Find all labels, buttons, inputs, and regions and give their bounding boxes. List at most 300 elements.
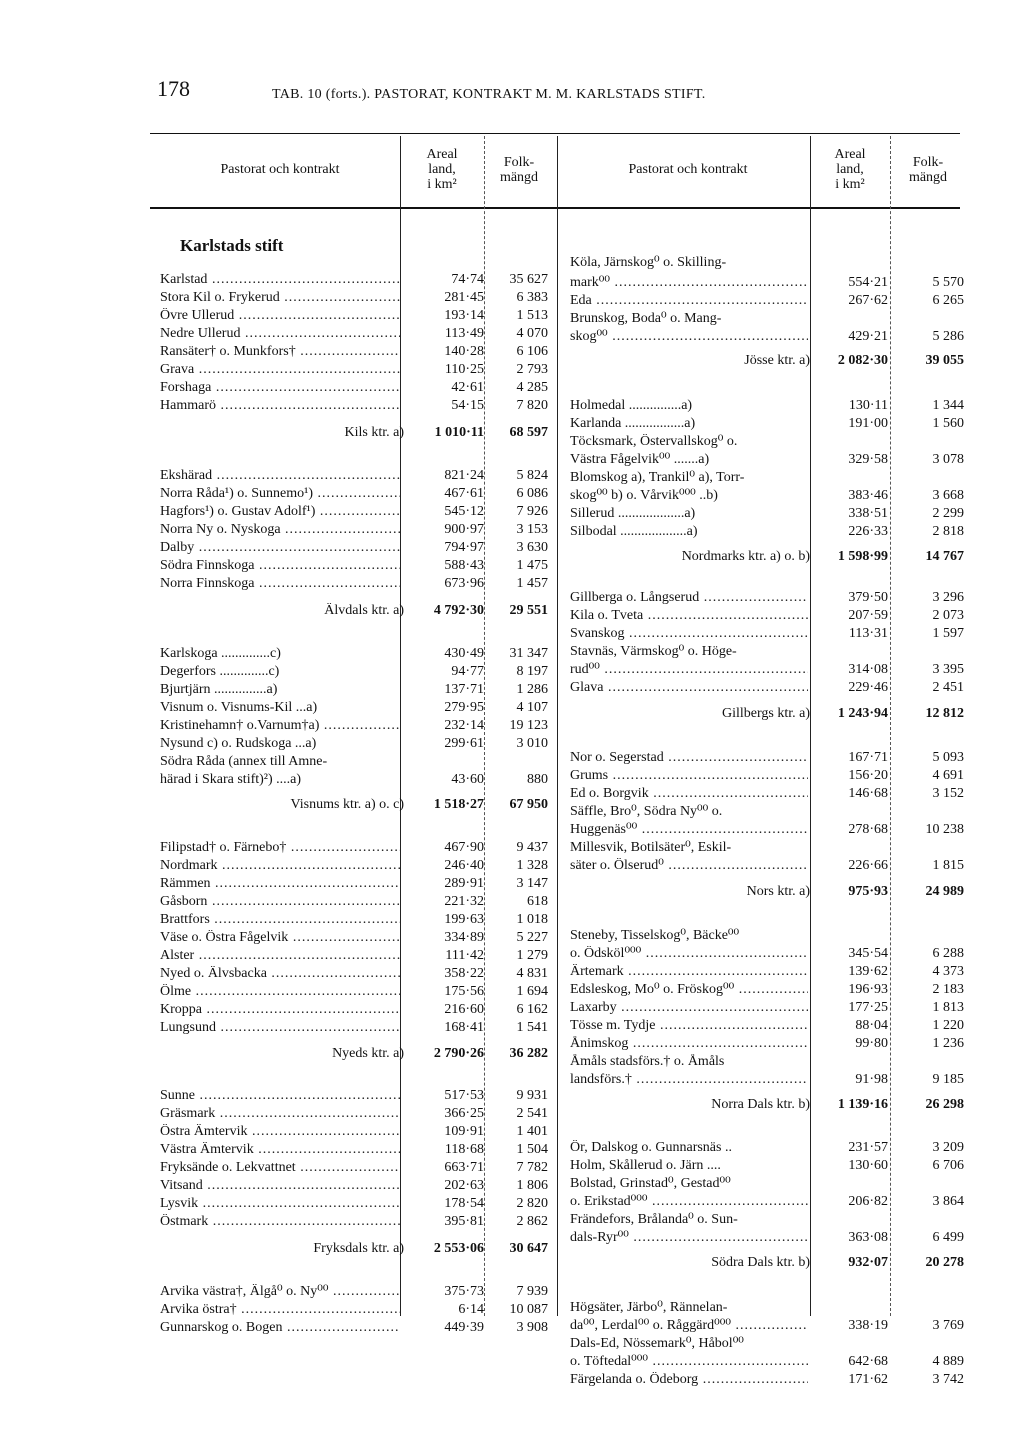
area-value: 429·21 <box>848 329 888 344</box>
area-value: 900·97 <box>444 522 484 537</box>
population-value: 2 451 <box>932 680 964 695</box>
area-value: 118·68 <box>444 1142 484 1157</box>
pastorat-name: Ånimskog ..... <box>570 1036 808 1052</box>
pastorat-name: Norra Finnskoga ..... <box>160 576 400 592</box>
population-value: 3 010 <box>516 736 548 751</box>
pastorat-name: Degerfors ..............c) <box>160 664 280 679</box>
pastorat-name: Övre Ullerud ..... <box>160 308 400 324</box>
header-top-rule <box>150 133 960 134</box>
population-value: 3 209 <box>932 1140 964 1155</box>
pastorat-name: dals-Ryr⁰⁰ ..... <box>570 1230 808 1246</box>
population-value: 4 373 <box>932 964 964 979</box>
pastorat-name: Steneby, Tisselskog⁰, Bäcke⁰⁰ <box>570 928 740 943</box>
population-value: 7 939 <box>516 1284 548 1299</box>
area-value: 54·15 <box>451 398 484 413</box>
pastorat-name: Östra Ämtervik ..... <box>160 1124 400 1140</box>
population-value: 3 152 <box>932 786 964 801</box>
area-value: 88·04 <box>855 1018 888 1033</box>
pastorat-name: Holmedal ...............a) <box>570 398 693 413</box>
pastorat-name: Åmåls stadsförs.† o. Åmåls <box>570 1054 725 1069</box>
pastorat-name: Ärtemark ..... <box>570 964 808 980</box>
population-value: 6 106 <box>516 344 548 359</box>
area-value: 2 082·30 <box>837 353 888 368</box>
population-value: 2 793 <box>516 362 548 377</box>
population-value: 9 931 <box>516 1088 548 1103</box>
area-value: 467·61 <box>444 486 484 501</box>
area-value: 221·32 <box>444 894 484 909</box>
pastorat-name: Dals-Ed, Nössemark⁰, Håbol⁰⁰ <box>570 1336 744 1351</box>
population-value: 1 401 <box>516 1124 548 1139</box>
pastorat-name: Karlskoga ..............c) <box>160 646 281 661</box>
pastorat-name: o. Töftedal⁰⁰⁰ ..... <box>570 1354 808 1370</box>
pastorat-name: Ransäter† o. Munkfors† ..... <box>160 344 400 360</box>
area-value: 642·68 <box>848 1354 888 1369</box>
pastorat-name: Ölme ..... <box>160 984 400 1000</box>
pastorat-name: mark⁰⁰ ..... <box>570 275 808 291</box>
area-value: 91·98 <box>855 1072 888 1087</box>
population-value: 4 831 <box>516 966 548 981</box>
area-value: 167·71 <box>848 750 888 765</box>
pastorat-name: Töcksmark, Östervallskog⁰ o. <box>570 434 738 449</box>
pastorat-name: Gåsborn ..... <box>160 894 400 910</box>
left-area-header-l1: Areal <box>426 147 458 162</box>
pastorat-name: Eda ..... <box>570 293 808 309</box>
right-area-header <box>810 147 890 192</box>
population-value: 5 093 <box>932 750 964 765</box>
pastorat-name: o. Erikstad⁰⁰⁰ ..... <box>570 1194 808 1210</box>
pastorat-name: Sillerud ...................a) <box>570 506 696 521</box>
pastorat-name: Arvika västra†, Älgå⁰ o. Ny⁰⁰ ..... <box>160 1284 400 1300</box>
population-value: 3 153 <box>516 522 548 537</box>
left-area-header-l3: i km² <box>427 177 457 192</box>
area-value: 1 598·99 <box>837 549 888 564</box>
area-value: 975·93 <box>848 884 888 899</box>
population-value: 1 815 <box>932 858 964 873</box>
pastorat-name: Norra Ny o. Nyskoga ..... <box>160 522 400 538</box>
area-value: 545·12 <box>444 504 484 519</box>
population-value: 6 706 <box>932 1158 964 1173</box>
pastorat-name: Alster ..... <box>160 948 400 964</box>
pastorat-name: Huggenäs⁰⁰ ..... <box>570 822 808 838</box>
population-value: 1 560 <box>932 416 964 431</box>
pastorat-name: Säffle, Bro⁰, Södra Ny⁰⁰ o. <box>570 804 723 819</box>
area-value: 334·89 <box>444 930 484 945</box>
population-value: 2 820 <box>516 1196 548 1211</box>
pastorat-name: Sunne ..... <box>160 1088 400 1104</box>
population-value: 4 070 <box>516 326 548 341</box>
pastorat-name: Svanskog ..... <box>570 626 808 642</box>
pastorat-name: Södra Finnskoga ..... <box>160 558 400 574</box>
population-value: 1 457 <box>516 576 548 591</box>
area-value: 111·42 <box>445 948 484 963</box>
pastorat-name: Nedre Ullerud ..... <box>160 326 400 342</box>
population-value: 2 299 <box>932 506 964 521</box>
population-value: 8 197 <box>516 664 548 679</box>
population-value: 6 265 <box>932 293 964 308</box>
pastorat-name: Färgelanda o. Ödeborg ..... <box>570 1372 808 1388</box>
right-pop-header-l2: mängd <box>908 170 948 185</box>
population-value: 39 055 <box>925 353 964 368</box>
area-value: 314·08 <box>848 662 888 677</box>
population-value: 6 383 <box>516 290 548 305</box>
population-value: 3 769 <box>932 1318 964 1333</box>
population-value: 67 950 <box>509 797 548 812</box>
area-value: 6·14 <box>458 1302 484 1317</box>
population-value: 20 278 <box>925 1255 964 1270</box>
right-pop-header-l1: Folk- <box>912 155 944 170</box>
pastorat-name: Brattfors ..... <box>160 912 400 928</box>
population-value: 19 123 <box>509 718 548 733</box>
pastorat-name: Nor o. Segerstad ..... <box>570 750 808 766</box>
population-value: 9 437 <box>516 840 548 855</box>
area-value: 338·19 <box>848 1318 888 1333</box>
population-value: 5 824 <box>516 468 548 483</box>
area-value: 363·08 <box>848 1230 888 1245</box>
divider-center <box>557 136 558 1316</box>
area-value: 216·60 <box>444 1002 484 1017</box>
area-value: 43·60 <box>451 772 484 787</box>
population-value: 12 812 <box>925 706 964 721</box>
area-value: 821·24 <box>444 468 484 483</box>
population-value: 3 395 <box>932 662 964 677</box>
area-value: 206·82 <box>848 1194 888 1209</box>
area-value: 278·68 <box>848 822 888 837</box>
kontrakt-name: Kils ktr. a) <box>344 425 404 440</box>
population-value: 6 086 <box>516 486 548 501</box>
pastorat-name: Nordmark ..... <box>160 858 400 874</box>
pastorat-name: Västra Ämtervik ..... <box>160 1142 400 1158</box>
pastorat-name: Edsleskog, Mo⁰ o. Fröskog⁰⁰ ..... <box>570 982 808 998</box>
population-value: 2 862 <box>516 1214 548 1229</box>
area-value: 94·77 <box>451 664 484 679</box>
pastorat-name: Visnum o. Visnums-Kil ...a) <box>160 700 318 715</box>
kontrakt-name: Fryksdals ktr. a) <box>313 1241 404 1256</box>
pastorat-name: Stora Kil o. Frykerud ..... <box>160 290 400 306</box>
area-value: 177·25 <box>848 1000 888 1015</box>
population-value: 7 820 <box>516 398 548 413</box>
pastorat-name: Norra Råda¹) o. Sunnemo¹) ..... <box>160 486 400 502</box>
pastorat-name: Hagfors¹) o. Gustav Adolf¹) ..... <box>160 504 400 520</box>
kontrakt-name: Nyeds ktr. a) <box>332 1046 404 1061</box>
pastorat-name: Södra Råda (annex till Amne- <box>160 754 328 769</box>
population-value: 9 185 <box>932 1072 964 1087</box>
pastorat-name: da⁰⁰, Lerdal⁰⁰ o. Råggärd⁰⁰⁰ ..... <box>570 1318 808 1334</box>
pastorat-name: skog⁰⁰ b) o. Vårvik⁰⁰⁰ ..b) <box>570 488 718 503</box>
area-value: 199·63 <box>444 912 484 927</box>
population-value: 1 806 <box>516 1178 548 1193</box>
pastorat-name: Hammarö ..... <box>160 398 400 414</box>
area-value: 395·81 <box>444 1214 484 1229</box>
divider-left-name-area <box>400 136 401 1316</box>
area-value: 191·00 <box>848 416 888 431</box>
pastorat-name: Karlanda .................a) <box>570 416 696 431</box>
pastorat-name: Millesvik, Botilsäter⁰, Eskil- <box>570 840 732 855</box>
population-value: 1 513 <box>516 308 548 323</box>
pastorat-name: Kila o. Tveta ..... <box>570 608 808 624</box>
pastorat-name: Laxarby ..... <box>570 1000 808 1016</box>
area-value: 2 790·26 <box>433 1046 484 1061</box>
area-value: 1 518·27 <box>433 797 484 812</box>
population-value: 14 767 <box>925 549 964 564</box>
pastorat-name: Västra Fågelvik⁰⁰ .......a) <box>570 452 710 467</box>
kontrakt-name: Jösse ktr. a) <box>744 353 810 368</box>
pastorat-name: Karlstad ..... <box>160 272 400 288</box>
pastorat-name: Köla, Järnskog⁰ o. Skilling- <box>570 255 727 270</box>
pastorat-name: Brunskog, Boda⁰ o. Mang- <box>570 311 722 326</box>
population-value: 4 285 <box>516 380 548 395</box>
area-value: 2 553·06 <box>433 1241 484 1256</box>
population-value: 29 551 <box>509 603 548 618</box>
population-value: 5 227 <box>516 930 548 945</box>
pastorat-name: Ekshärad ..... <box>160 468 400 484</box>
pastorat-name: landsförs.† ..... <box>570 1072 808 1088</box>
area-value: 171·62 <box>848 1372 888 1387</box>
population-value: 24 989 <box>925 884 964 899</box>
area-value: 299·61 <box>444 736 484 751</box>
population-value: 31 347 <box>509 646 548 661</box>
population-value: 1 279 <box>516 948 548 963</box>
kontrakt-name: Norra Dals ktr. b) <box>711 1097 810 1112</box>
population-value: 6 162 <box>516 1002 548 1017</box>
pastorat-name: Grums ..... <box>570 768 808 784</box>
right-pop-header <box>892 155 964 185</box>
pastorat-name: Forshaga ..... <box>160 380 400 396</box>
pastorat-name: Gunnarskog o. Bogen ..... <box>160 1320 400 1336</box>
pastorat-name: o. Ödsköl⁰⁰⁰ ..... <box>570 946 808 962</box>
right-area-header-l3: i km² <box>835 177 865 192</box>
area-value: 207·59 <box>848 608 888 623</box>
area-value: 226·66 <box>848 858 888 873</box>
area-value: 231·57 <box>848 1140 888 1155</box>
header-bottom-rule <box>150 207 960 209</box>
population-value: 880 <box>527 772 548 787</box>
population-value: 2 073 <box>932 608 964 623</box>
area-value: 232·14 <box>444 718 484 733</box>
area-value: 193·14 <box>444 308 484 323</box>
pastorat-name: Grava ..... <box>160 362 400 378</box>
population-value: 1 236 <box>932 1036 964 1051</box>
area-value: 140·28 <box>444 344 484 359</box>
divider-right-name-area <box>810 136 811 1316</box>
population-value: 1 597 <box>932 626 964 641</box>
population-value: 4 107 <box>516 700 548 715</box>
left-name-header: Pastorat och kontrakt <box>220 162 340 177</box>
population-value: 10 238 <box>925 822 964 837</box>
left-pop-header-l2: mängd <box>499 170 539 185</box>
population-value: 10 087 <box>509 1302 548 1317</box>
pastorat-name: Filipstad† o. Färnebo† ..... <box>160 840 400 856</box>
area-value: 673·96 <box>444 576 484 591</box>
area-value: 246·40 <box>444 858 484 873</box>
pastorat-name: härad i Skara stift)²) ....a) <box>160 772 302 787</box>
area-value: 289·91 <box>444 876 484 891</box>
pastorat-name: Nyed o. Älvsbacka ..... <box>160 966 400 982</box>
area-value: 329·58 <box>848 452 888 467</box>
area-value: 383·46 <box>848 488 888 503</box>
area-value: 196·93 <box>848 982 888 997</box>
population-value: 1 344 <box>932 398 964 413</box>
area-value: 430·49 <box>444 646 484 661</box>
area-value: 932·07 <box>848 1255 888 1270</box>
area-value: 113·49 <box>444 326 484 341</box>
population-value: 6 499 <box>932 1230 964 1245</box>
population-value: 68 597 <box>509 425 548 440</box>
area-value: 99·80 <box>855 1036 888 1051</box>
pastorat-name: Bjurtjärn ...............a) <box>160 682 278 697</box>
population-value: 5 570 <box>932 275 964 290</box>
right-area-header-l1: Areal <box>834 147 866 162</box>
area-value: 588·43 <box>444 558 484 573</box>
population-value: 1 504 <box>516 1142 548 1157</box>
area-value: 338·51 <box>848 506 888 521</box>
area-value: 4 792·30 <box>433 603 484 618</box>
pastorat-name: Fryksände o. Lekvattnet ..... <box>160 1160 400 1176</box>
pastorat-name: Rämmen ..... <box>160 876 400 892</box>
pastorat-name: Nysund c) o. Rudskoga ...a) <box>160 736 317 751</box>
area-value: 156·20 <box>848 768 888 783</box>
area-value: 113·31 <box>848 626 888 641</box>
left-area-header-l2: land, <box>428 162 456 177</box>
pastorat-name: Glava ..... <box>570 680 808 696</box>
population-value: 35 627 <box>509 272 548 287</box>
area-value: 554·21 <box>848 275 888 290</box>
pastorat-name: Kroppa ..... <box>160 1002 400 1018</box>
area-value: 467·90 <box>444 840 484 855</box>
population-value: 618 <box>527 894 548 909</box>
kontrakt-name: Gillbergs ktr. a) <box>721 706 810 721</box>
population-value: 2 183 <box>932 982 964 997</box>
population-value: 3 630 <box>516 540 548 555</box>
population-value: 3 908 <box>516 1320 548 1335</box>
area-value: 130·11 <box>848 398 888 413</box>
pastorat-name: säter o. Ölserud⁰ ..... <box>570 858 808 874</box>
area-value: 42·61 <box>451 380 484 395</box>
kontrakt-name: Nordmarks ktr. a) o. b) <box>681 549 810 564</box>
area-value: 74·74 <box>451 272 484 287</box>
pastorat-name: Ör, Dalskog o. Gunnarsnäs .. <box>570 1140 732 1155</box>
pastorat-name: Frändefors, Brålanda⁰ o. Sun- <box>570 1212 738 1227</box>
population-value: 7 782 <box>516 1160 548 1175</box>
population-value: 30 647 <box>509 1241 548 1256</box>
left-area-header <box>402 147 482 192</box>
population-value: 2 541 <box>516 1106 548 1121</box>
pastorat-name: Arvika östra† ..... <box>160 1302 400 1318</box>
population-value: 1 286 <box>516 682 548 697</box>
pastorat-name: Kristinehamn† o.Varnum†a) ..... <box>160 718 400 734</box>
right-name-header: Pastorat och kontrakt <box>628 162 748 177</box>
area-value: 358·22 <box>444 966 484 981</box>
population-value: 1 220 <box>932 1018 964 1033</box>
pastorat-name: Gillberga o. Långserud ..... <box>570 590 808 606</box>
population-value: 3 864 <box>932 1194 964 1209</box>
area-value: 178·54 <box>444 1196 484 1211</box>
population-value: 1 475 <box>516 558 548 573</box>
pastorat-name: Högsäter, Järbo⁰, Rännelan- <box>570 1300 728 1315</box>
area-value: 109·91 <box>444 1124 484 1139</box>
pastorat-name: Gräsmark ..... <box>160 1106 400 1122</box>
area-value: 202·63 <box>444 1178 484 1193</box>
area-value: 794·97 <box>444 540 484 555</box>
population-value: 1 328 <box>516 858 548 873</box>
population-value: 1 813 <box>932 1000 964 1015</box>
left-pop-header-l1: Folk- <box>503 155 535 170</box>
area-value: 1 243·94 <box>837 706 888 721</box>
left-pop-header <box>484 155 554 185</box>
area-value: 168·41 <box>444 1020 484 1035</box>
population-value: 4 889 <box>932 1354 964 1369</box>
pastorat-name: Silbodal ...................a) <box>570 524 698 539</box>
pastorat-name: Ed o. Borgvik ..... <box>570 786 808 802</box>
kontrakt-name: Älvdals ktr. a) <box>324 603 404 618</box>
divider-right-area-pop <box>890 136 891 1316</box>
area-value: 130·60 <box>848 1158 888 1173</box>
population-value: 26 298 <box>925 1097 964 1112</box>
area-value: 375·73 <box>444 1284 484 1299</box>
population-value: 3 078 <box>932 452 964 467</box>
area-value: 379·50 <box>848 590 888 605</box>
population-value: 3 742 <box>932 1372 964 1387</box>
area-value: 146·68 <box>848 786 888 801</box>
pastorat-name: Stavnäs, Värmskog⁰ o. Höge- <box>570 644 737 659</box>
population-value: 2 818 <box>932 524 964 539</box>
area-value: 110·25 <box>444 362 484 377</box>
area-value: 279·95 <box>444 700 484 715</box>
population-value: 1 018 <box>516 912 548 927</box>
pastorat-name: Vitsand ..... <box>160 1178 400 1194</box>
pastorat-name: rud⁰⁰ ..... <box>570 662 808 678</box>
area-value: 345·54 <box>848 946 888 961</box>
area-value: 175·56 <box>444 984 484 999</box>
population-value: 1 694 <box>516 984 548 999</box>
area-value: 139·62 <box>848 964 888 979</box>
population-value: 3 147 <box>516 876 548 891</box>
area-value: 267·62 <box>848 293 888 308</box>
right-area-header-l2: land, <box>836 162 864 177</box>
area-value: 281·45 <box>444 290 484 305</box>
page-number: 178 <box>157 76 190 101</box>
pastorat-name: Tösse m. Tydje ..... <box>570 1018 808 1034</box>
pastorat-name: Dalby ..... <box>160 540 400 556</box>
area-value: 137·71 <box>444 682 484 697</box>
population-value: 7 926 <box>516 504 548 519</box>
running-title: TAB. 10 (forts.). PASTORAT, KONTRAKT M. M. KARLSTADS STIFT. <box>272 87 706 102</box>
pastorat-name: Bolstad, Grinstad⁰, Gestad⁰⁰ <box>570 1176 731 1191</box>
population-value: 3 668 <box>932 488 964 503</box>
kontrakt-name: Nors ktr. a) <box>746 884 810 899</box>
population-value: 6 288 <box>932 946 964 961</box>
pastorat-name: Holm, Skållerud o. Järn .... <box>570 1158 721 1173</box>
area-value: 1 139·16 <box>837 1097 888 1112</box>
pastorat-name: skog⁰⁰ ..... <box>570 329 808 345</box>
pastorat-name: Östmark ..... <box>160 1214 400 1230</box>
pastorat-name: Lungsund ..... <box>160 1020 400 1036</box>
pastorat-name: Lysvik ..... <box>160 1196 400 1212</box>
population-value: 1 541 <box>516 1020 548 1035</box>
area-value: 229·46 <box>848 680 888 695</box>
area-value: 663·71 <box>444 1160 484 1175</box>
pastorat-name: Blomskog a), Trankil⁰ a), Torr- <box>570 470 745 485</box>
area-value: 517·53 <box>444 1088 484 1103</box>
pastorat-name: Väse o. Östra Fågelvik ..... <box>160 930 400 946</box>
pastorat-name: Karlstads stift <box>180 238 284 254</box>
population-value: 36 282 <box>509 1046 548 1061</box>
area-value: 1 010·11 <box>434 425 484 440</box>
kontrakt-name: Visnums ktr. a) o. c) <box>290 797 404 812</box>
population-value: 4 691 <box>932 768 964 783</box>
population-value: 5 286 <box>932 329 964 344</box>
population-value: 3 296 <box>932 590 964 605</box>
area-value: 226·33 <box>848 524 888 539</box>
